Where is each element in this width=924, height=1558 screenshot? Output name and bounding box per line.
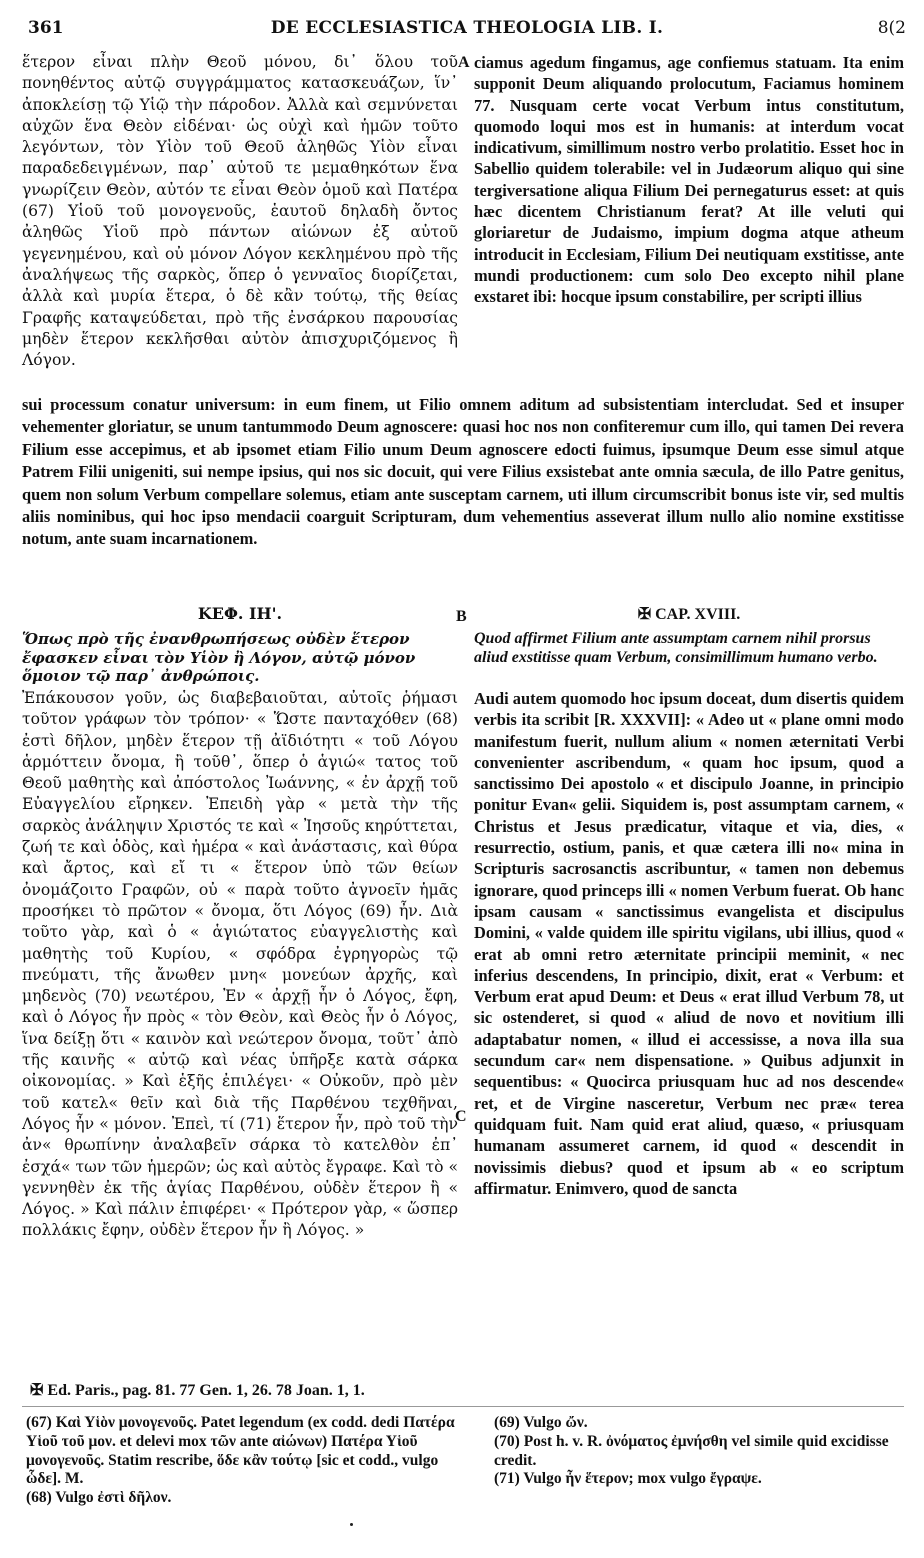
greek-column-top	[22, 52, 458, 371]
footnote-71: (71) Vulgo ἦν ἕτερον; mox vulgo ἔγραψε.	[494, 1470, 762, 1488]
print-speck	[350, 1523, 353, 1526]
greek-chapter-summary: Ὅπως πρὸ τῆς ἐνανθρωπήσεως οὐδὲν ἕτερον ἔφασκεν εἶναι τὸν Υἱὸν ἢ Λόγον, αὐτῷ μόνον ὅμοιον τῷ παρ᾽ ἀνθρώποις.	[22, 630, 416, 685]
running-title: DE ECCLESIASTICA THEOLOGIA LIB. I.	[270, 18, 664, 38]
footnotes-right	[494, 1414, 904, 1489]
margin-marker-a: A	[458, 54, 470, 71]
page-header	[28, 18, 906, 42]
latin-column-top	[474, 52, 904, 308]
footnote-68: (68) Vulgo ἐστὶ δῆλον.	[26, 1489, 172, 1507]
footnote-67: (67) Καὶ Υἱὸν μονογενοῦς. Patet legendum (ex codd. dedi Πατέρα Υἱοῦ τοῦ μον. et delevi mox τῶν ante αἰώνων) Πατέρα Υἱοῦ μονογενοῦς. Statim rescribe, ὅδε κἂν τούτῳ [sic et codd., vulgo ὧδε]. M.	[26, 1414, 455, 1488]
footnotes-left	[26, 1414, 466, 1508]
margin-marker-c: C	[455, 1108, 467, 1125]
margin-marker-b: B	[456, 608, 467, 625]
edition-reference-line: ✠ Ed. Paris., pag. 81. 77 Gen. 1, 26. 78 Joan. 1, 1.	[30, 1382, 365, 1399]
latin-full-text: sui processum conatur universum: in eum finem, ut Filio omnem aditum ad subsistentiam intercludat. Sed et insuper vehementer gloriatur, se unum tantummodo Deum agnoscere: quasi hoc nos non confiteremur cum illo, qui tamen Dei revera Filium esse accepimus, et ab ipsomet etiam Filio unum Deum agnoscere edocti fuimus, ipsumque Deum esse simul atque Patrem Filii unigeniti, sui nempe ipsius, qui nos sic docuit, qui vere Filius exsistebat ante omnia sæcula, de illo Patre genitus, quem non solum Verbum compellare solemus, etiam ante susceptam carnem, uti illum circumscribit bonus iste vir, sed multis aliis nominibus, qui hoc ipso mendacii coarguit Scripturam, dum vehementius asseverat illum nullo alio nomine exstitisse notum, ante suam incarnationem.	[22, 395, 904, 549]
greek-chapter-heading: ΚΕΦ. ΙΗ'.	[197, 604, 283, 623]
latin-full-width-paragraph	[22, 394, 904, 551]
latin-chapter-heading: ✠ CAP. XVIII.	[637, 606, 741, 623]
latin-column-chapter	[474, 688, 904, 1199]
greek-column-chapter	[22, 688, 458, 1242]
footnote-70: (70) Post h. v. R. ὀνόματος ἐμνήσθη vel simile quid excidisse credit.	[494, 1432, 889, 1469]
page-number: 361	[28, 18, 64, 38]
greek-paragraph-top: ἕτερον εἶναι πλὴν Θεοῦ μόνου, δι᾽ ὅλου τοῦ πονηθέντος αὐτῷ συγγράμματος κατασκευάζων, ἵν᾽ ἀποκλείσῃ τῷ Υἱῷ τὴν πάροδον. Ἀλλὰ καὶ σεμνύνεται αὐχῶν ἕνα Θεὸν εἰδέναι· ὡς οὐχὶ καὶ ἡμῶν τοῦτο λεγόντων, τὸν Υἱὸν τοῦ Θεοῦ ἀληθῶς Υἱὸν εἶναι παραδεδειγμένων, παρ᾽ αὐτοῦ τε μεμαθηκότων ἕνα γνωρίζειν Θεὸν, αὐτόν τε εἶναι Θεὸν ὁμοῦ καὶ Πατέρα (67) Υἱοῦ τοῦ μονογενοῦς, ἑαυτοῦ δηλαδὴ ὄντος ἀληθῶς Υἱοῦ πρὸ πάντων αἰώνων ἐξ αὐτοῦ γεγενημένου, καὶ οὐ μόνον Λόγον κεκλημένου πρὸ τῆς ἀναλήψεως τῆς σαρκὸς, ὅπερ ὁ γενναῖος διορίζεται, ἀλλὰ καὶ μυρία ἕτερα, ὁ δὲ κἂν τούτῳ, τῆς θείας Γραφῆς καταψεύδεται, πρὸ τῆς ἐνσάρκου παρουσίας μηδὲν ἕτερον κεκλῆσθαι αὐτὸν ἀπισχυριζόμενος ἢ Λόγον.	[22, 53, 458, 370]
greek-chapter-text: Ἐπάκουσον γοῦν, ὡς διαβεβαιοῦται, αὐτοῖς ῥήμασι τοῦτον γράφων τὸν τρόπον· « Ὥστε πανταχόθεν (68) ἐστὶ δῆλον, μηδὲν ἕτερον τῇ ἀϊδιότητι « τοῦ Λόγου ἁρμόττειν ὄνομα, ἢ τοῦθ᾽, ὅπερ ὁ ἁγιώ« τατος τοῦ Θεοῦ μαθητὴς καὶ ἀπόστολος Ἰωάννης, « ἐν ἀρχῇ τοῦ Εὐαγγελίου εἴρηκεν. Ἐπειδὴ γὰρ « μετὰ τὴν τῆς σαρκὸς ἀνάληψιν Χριστός τε καὶ « Ἰησοῦς κηρύττεται, ζωή τε καὶ ὁδὸς, καὶ ἡμέρα « καὶ ἀνάστασις, καὶ θύρα καὶ ἄρτος, καὶ εἴ τι « ἕτερον ὑπὸ τῶν θείων ὀνομάζοιτο Γραφῶν, οὐ « παρὰ τοῦτο ἀγνοεῖν ἡμᾶς προσήκει τὸ πρῶτον « ὄνομα, ὅτι Λόγος (69) ἦν. Διὰ τοῦτο γὰρ, καὶ ὁ « ἁγιώτατος εὐαγγελιστὴς καὶ μαθητὴς τοῦ Κυρίου, « σφόδρα ἐγρηγορὼς τῷ πνεύματι, τῆς ἄνωθεν μνη« μονεύων ἀρχῆς, καὶ μηδενὸς (70) νεωτέρου, Ἐν « ἀρχῇ ἦν ὁ Λόγος, ἔφη, καὶ ὁ Λόγος ἦν πρὸς « τὸν Θεὸν, καὶ Θεὸς ἦν ὁ Λόγος, ἵνα δείξῃ ὅτι « καινὸν καὶ νεώτερον ὄνομα, τοῦτ᾽ ἀπὸ τῆς καινῆς « αὐτῷ καὶ νέας ὑπῆρξε κατὰ σάρκα οἰκονομίας. » Καὶ ἑξῆς ἐπιλέγει· « Οὐκοῦν, πρὸ μὲν τοῦ κατελ« θεῖν καὶ διὰ τῆς Παρθένου τεχθῆναι, Λόγος ἦν « μόνον. Ἐπεὶ, τί (71) ἕτερον ἦν, πρὸ τοῦ τὴν ἀν« θρωπίνην ἀναλαβεῖν σάρκα τὸ κατελθὸν ἐπ᾽ ἐσχά« των τῶν ἡμερῶν; ὡς καὶ αὐτὸς ἔγραφε. Καὶ τὸ « γεννηθὲν ἐκ τῆς ἁγίας Παρθένου, οὐδὲν ἕτερον ἢ « Λόγος. » Καὶ πάλιν ἐπιφέρει· « Πρότερον γὰρ, « ὥσπερ πολλάκις ἔφην, οὐδὲν ἕτερον ἦν ἢ Λόγος. »	[22, 689, 458, 1240]
latin-chapter-text: Audi autem quomodo hoc ipsum doceat, dum disertis quidem verbis ita scribit [R. XXXVII]: « Adeo ut « plane omni modo manifestum fuerit, nullum alium « nomen æternitati Verbi convenienter ascribendum, « quam hoc ipsum, quod a sanctissimo Dei apostolo « et discipulo Joanne, in principio ponitur Evan« gelii. Siquidem is, post assumptam carnem, « Christus et Jesus prædicatur, vitaque et via, dies, « resurrectio, ostium, panis, et quæ cætera illi no« mina in Scripturis sacrosanctis ascribuntur, « tamen non debemus ignorare, quod princeps illi « nomen Verbum fuerat. Ob hanc ipsam causam « sanctissimus evangelista et discipulus Domini, « valde quidem ille spiritu vigilans, ubi illius, quod « erat ab omni retro æternitate principii meminit, « nec inferius descendens, In principio, dixit, erat « Verbum: et Verbum erat apud Deum: et Deus « erat illud Verbum 78, ut sic ostenderet, si quod « aliud de novo et novitium illi adaptabatur nomen, « illud ei accessisse, a nova illa sua secundum car« nem dispensatione. » Quibus adjunxit in sequentibus: « Quocirca priusquam huc ad nos descende« ret, et de Virgine nasceretur, Verbum nec præ« terea quidquam fuit. Nam quid erat aliud, quæso, « priusquam humanam assumeret carnem, id quod « descendit in novissimis diebus? quod et ipsum ab « eo scriptum affirmatur. Enimvero, quod de sancta	[474, 689, 904, 1198]
signature-mark: 8(2	[877, 18, 906, 38]
footnote-69: (69) Vulgo ὤν.	[494, 1414, 588, 1431]
footnote-divider	[22, 1406, 904, 1407]
latin-paragraph-top: ciamus agedum fingamus, age confiemus statuam. Ita enim supponit Deum aliquando prolocutum, Faciamus hominem 77. Nusquam certe vocat Verbum intus constitutum, quomodo loqui mos est in humanis: at interdum vocat indicativum, simillimum nostro verbo prolatitio. Esset hoc in Sabellio quidem tolerabile: vel in Judæorum aliquo qui sine tergiversatione aliqua Filium Dei pernegaturus esset: at quis hæc dicentem Christianum ferat? At ille veluti qui gloriaretur de Judaismo, impium dogma atque atheum introducit in Ecclesiam, Filium Dei neutiquam exstitisse, ante mundi productionem: cum solo Deo excepto nihil plane exstaret ibi: hocque ipsum constabilire, per scripti illius	[474, 53, 904, 307]
latin-chapter-summary: Quod affirmet Filium ante assumptam carnem nihil prorsus aliud exstitisse quam Verbum, consimillimum humano verbo.	[474, 630, 878, 666]
